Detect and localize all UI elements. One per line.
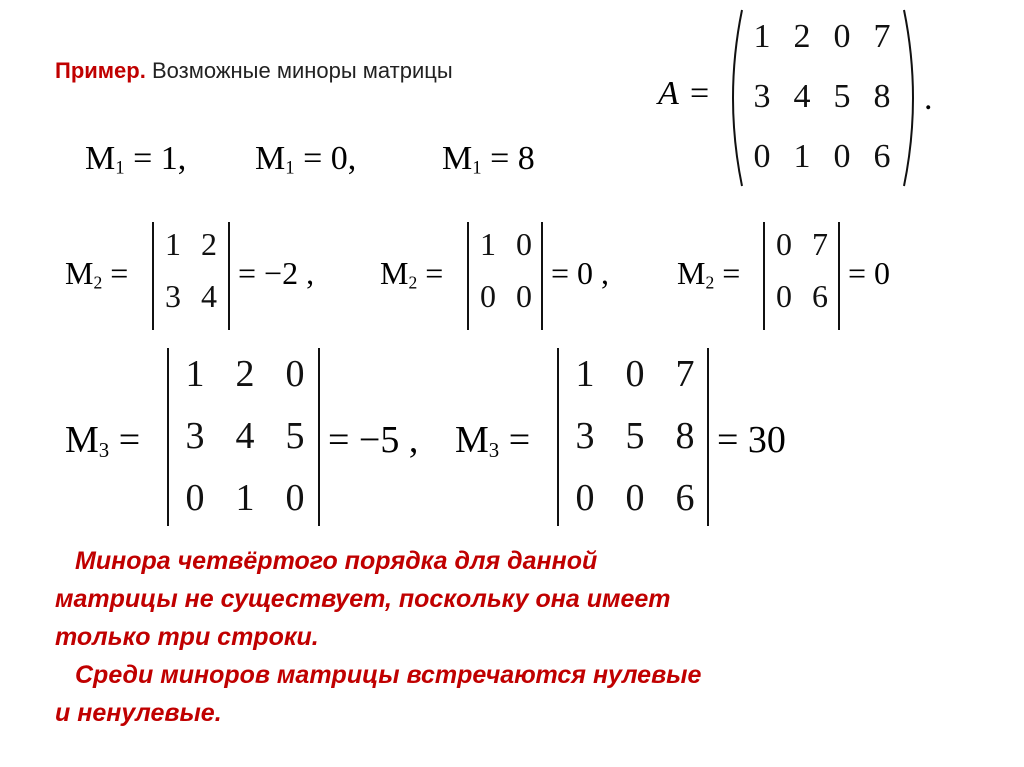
minor-result: = −2 ,	[238, 254, 315, 291]
minor-letter: M	[380, 254, 409, 291]
minor-order: 2	[408, 272, 418, 293]
minor-label: M	[85, 140, 116, 177]
determinant-cell: 2	[201, 226, 217, 262]
matrix-equals: =	[690, 75, 710, 112]
minor-result: = −5 ,	[328, 419, 419, 462]
determinant-cell: 1	[235, 477, 255, 519]
minor-order: 1	[115, 157, 125, 179]
matrix-cell: 8	[873, 78, 891, 115]
first-order-minor-3	[442, 140, 535, 180]
determinant-right-bar	[838, 222, 840, 330]
matrix-cell: 5	[833, 78, 851, 115]
minor-label	[677, 255, 740, 293]
matrix-cell: 4	[793, 78, 811, 115]
minor-equals: =	[417, 254, 444, 291]
minor-order: 3	[98, 438, 110, 463]
determinant-cell: 6	[675, 477, 695, 519]
minor-value: = 1,	[133, 140, 187, 177]
determinant-cell: 0	[625, 477, 645, 519]
determinant-left-bar	[557, 348, 559, 526]
note-line-5: и ненулевые.	[55, 699, 222, 727]
minor-order: 2	[705, 272, 715, 293]
example-heading	[55, 58, 453, 84]
determinant-cell: 7	[812, 226, 828, 262]
determinant-cell: 0	[285, 353, 305, 395]
minor-label: M	[255, 140, 286, 177]
determinant-cell: 0	[516, 278, 532, 314]
determinant-left-bar	[167, 348, 169, 526]
determinant-cell: 4	[235, 415, 255, 457]
minor-equals: =	[102, 254, 129, 291]
determinant-cell: 5	[285, 415, 305, 457]
determinant-cell: 2	[235, 353, 255, 395]
determinant-cell: 0	[185, 477, 205, 519]
minor-label	[380, 255, 443, 293]
determinant-cell: 0	[625, 353, 645, 395]
note-line-1: Минора четвёртого порядка для данной	[75, 547, 598, 575]
determinant-cell: 0	[480, 278, 496, 314]
note-line-4: Среди миноров матрицы встречаются нулевые	[75, 661, 702, 689]
determinant-cell: 1	[165, 226, 181, 262]
matrix-cell: 6	[873, 138, 891, 175]
determinant-left-bar	[763, 222, 765, 330]
minor-result: = 30	[717, 419, 786, 462]
determinant-cell: 0	[776, 226, 792, 262]
minor-equals: =	[714, 254, 741, 291]
determinant-cell: 7	[675, 353, 695, 395]
determinant-cell: 0	[516, 226, 532, 262]
matrix-cell: 0	[833, 138, 851, 175]
minor-order: 3	[488, 438, 500, 463]
determinant-left-bar	[467, 222, 469, 330]
matrix-cell: 3	[753, 78, 771, 115]
determinant-cell: 0	[285, 477, 305, 519]
minor-letter: M	[677, 254, 706, 291]
heading-text: Возможные миноры матрицы	[145, 58, 453, 83]
matrix-cell: 1	[753, 18, 771, 55]
note-line-2: матрицы не существует, поскольку она имеет	[55, 585, 671, 613]
minor-value: = 0,	[303, 140, 357, 177]
matrix-cell: 2	[793, 18, 811, 55]
example-label: Пример.	[55, 58, 146, 83]
minor-letter: M	[65, 419, 99, 462]
minor-equals: =	[109, 419, 141, 462]
determinant-left-bar	[152, 222, 154, 330]
determinant-cell: 1	[480, 226, 496, 262]
minor-equals: =	[499, 419, 531, 462]
determinant-cell: 6	[812, 278, 828, 314]
matrix-cell: 7	[873, 18, 891, 55]
minor-label: M	[442, 140, 473, 177]
determinant-cell: 0	[575, 477, 595, 519]
minor-order: 1	[285, 157, 295, 179]
matrix-period: .	[924, 80, 933, 117]
first-order-minor-2	[255, 140, 356, 180]
note-text	[55, 542, 701, 732]
first-order-minor-1	[85, 140, 186, 180]
determinant-right-bar	[228, 222, 230, 330]
matrix-cell: 1	[793, 138, 811, 175]
determinant-cell: 3	[165, 278, 181, 314]
minor-letter: M	[455, 419, 489, 462]
matrix-cell: 0	[833, 18, 851, 55]
determinant-cell: 4	[201, 278, 217, 314]
determinant-cell: 1	[185, 353, 205, 395]
right-paren	[900, 8, 924, 188]
minor-letter: M	[65, 254, 94, 291]
minor-result: = 0 ,	[551, 254, 610, 291]
determinant-cell: 8	[675, 415, 695, 457]
determinant-cell: 1	[575, 353, 595, 395]
minor-order: 2	[93, 272, 103, 293]
determinant-cell: 3	[185, 415, 205, 457]
matrix-cell: 0	[753, 138, 771, 175]
minor-result: = 0	[848, 254, 891, 291]
minor-label	[65, 255, 128, 293]
determinant-cell: 3	[575, 415, 595, 457]
minor-label	[455, 418, 530, 463]
determinant-cell: 5	[625, 415, 645, 457]
note-line-3: только три строки.	[55, 623, 319, 651]
matrix-name: A	[658, 75, 679, 112]
minor-order: 1	[472, 157, 482, 179]
determinant-cell: 0	[776, 278, 792, 314]
minor-label	[65, 418, 140, 463]
minor-value: = 8	[490, 140, 535, 177]
